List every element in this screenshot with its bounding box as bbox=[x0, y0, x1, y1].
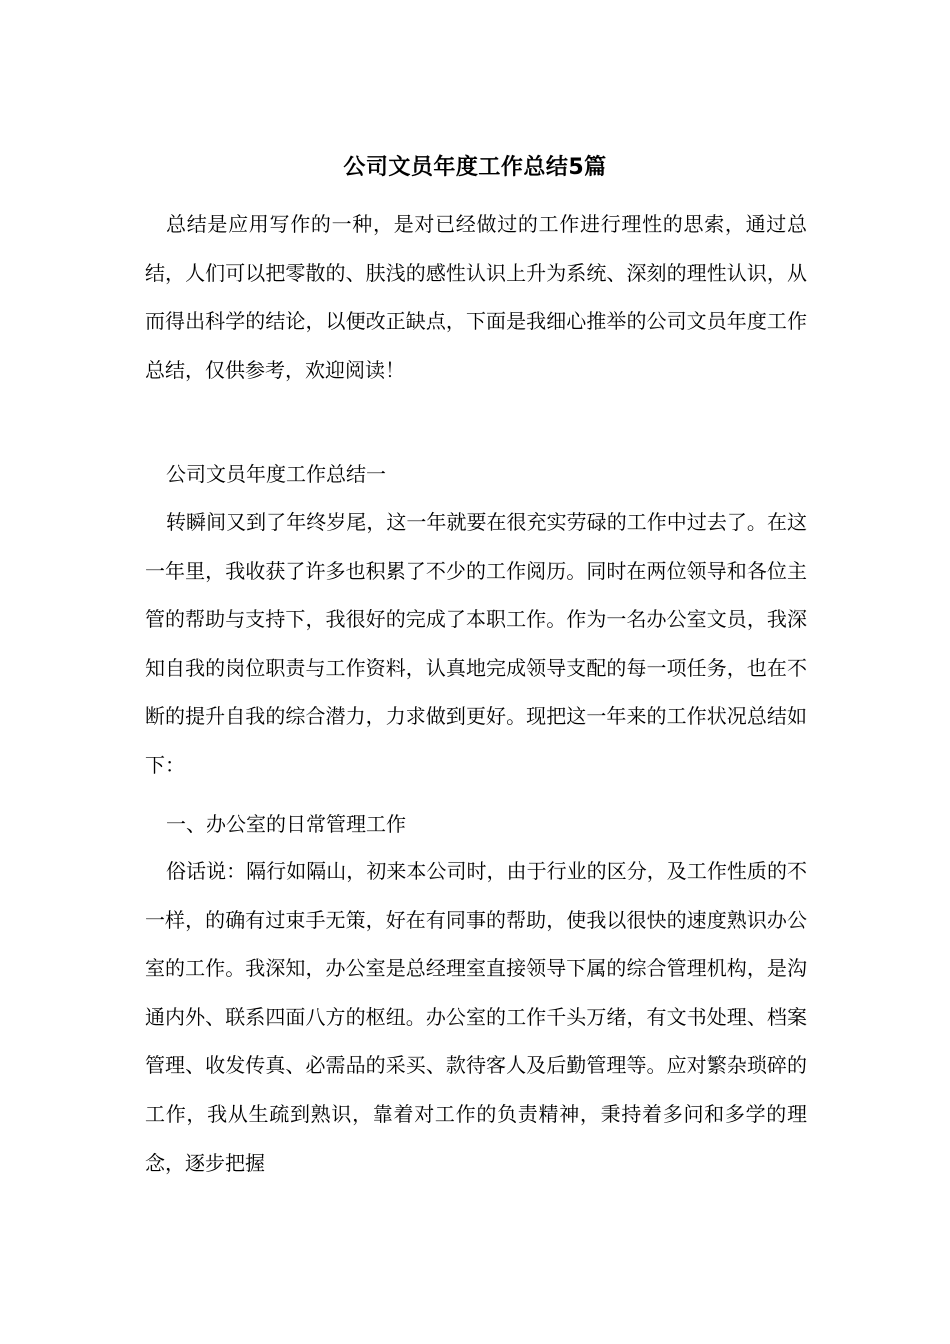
document-title: 公司文员年度工作总结5篇 bbox=[343, 155, 607, 180]
intro-paragraph: 总结是应用写作的一种，是对已经做过的工作进行理性的思索，通过总结，人们可以把零散的、肤浅的感性认识上升为系统、深刻的理性认识，从而得出科学的结论，以便改正缺点，下面是我细心推举的公司文员年度工作总结，仅供参考，欢迎阅读！ bbox=[145, 212, 807, 382]
body-paragraph-2: 俗话说：隔行如隔山，初来本公司时，由于行业的区分，及工作性质的不一样，的确有过束手无策，好在有同事的帮助，使我以很快的速度熟识办公室的工作。我深知，办公室是总经理室直接领导下属的综合管理机构，是沟通内外、联系四面八方的枢纽。办公室的工作千头万绪，有文书处理、档案管理、收发传真、必需品的采买、款待客人及后勤管理等。应对繁杂琐碎的工作，我从生疏到熟识，靠着对工作的负责精神，秉持着多问和多学的理念，逐步把握 bbox=[145, 859, 807, 1175]
section-heading: 公司文员年度工作总结一 bbox=[166, 462, 386, 486]
subheading-1: 一、办公室的日常管理工作 bbox=[166, 812, 406, 836]
body-paragraph-1: 转瞬间又到了年终岁尾，这一年就要在很充实劳碌的工作中过去了。在这一年里，我收获了许多也积累了不少的工作阅历。同时在两位领导和各位主管的帮助与支持下，我很好的完成了本职工作。作为一名办公室文员，我深知自我的岗位职责与工作资料，认真地完成领导支配的每一项任务，也在不断的提升自我的综合潜力，力求做到更好。现把这一年来的工作状况总结如下： bbox=[145, 510, 807, 777]
